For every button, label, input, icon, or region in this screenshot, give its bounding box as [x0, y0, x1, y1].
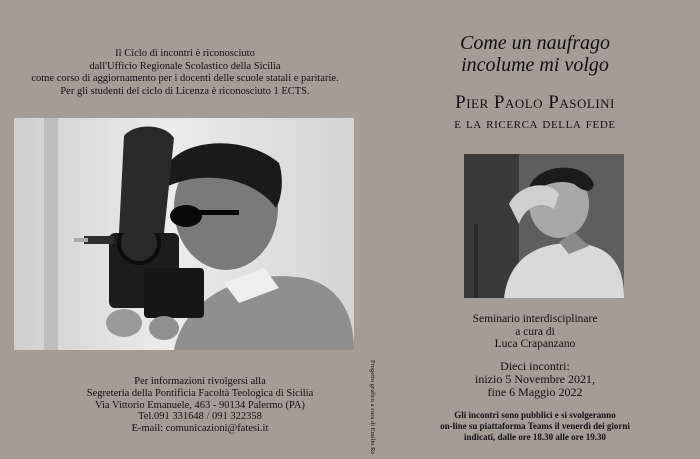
- graphic-credit: Progetto grafico a cura di Emilio Re: [369, 360, 376, 455]
- info-phone: Tel.091 331648 / 091 322358: [138, 411, 262, 423]
- notice-line: indicati, dalle ore 18.30 alle ore 19.30: [464, 432, 606, 442]
- notice-line: on-line su piattaforma Teams il venerdì dei giorni: [440, 421, 630, 431]
- dates-line: fine 6 Maggio 2022: [487, 385, 583, 399]
- seminar-line: Seminario interdisciplinare: [472, 313, 598, 325]
- info-email[interactable]: E-mail: comunicazioni@fatesi.it: [131, 423, 269, 435]
- recognition-line: come corso di aggiornamento per i docenti delle scuole statali e paritarie.: [31, 73, 339, 84]
- curator-name: Luca Crapanzano: [494, 338, 576, 350]
- recognition-notice: [30, 48, 340, 98]
- dates-line: Dieci incontri:: [500, 359, 570, 373]
- seminar-info: [370, 313, 700, 351]
- photo-pasolini-portrait: [464, 154, 624, 298]
- photo-pasolini-camera: [14, 118, 354, 350]
- public-notice: [370, 410, 700, 443]
- recognition-line: dall'Ufficio Regionale Scolastico della Sicilia: [89, 60, 281, 72]
- contact-info: [70, 376, 330, 435]
- author-name: Pier Paolo Pasolini: [455, 92, 615, 113]
- notice-line: Gli incontri sono pubblici e si svolgeranno: [454, 410, 616, 420]
- cover-theme: e la ricerca della fede: [454, 116, 616, 132]
- recognition-line: Per gli studenti del ciclo di Licenza è riconosciuto 1 ECTS.: [60, 85, 310, 97]
- subtitle-line: incolume mi volgo: [461, 54, 609, 76]
- dates-line: inizio 5 Novembre 2021,: [475, 372, 595, 386]
- front-cover: [370, 0, 700, 459]
- recognition-line: Il Ciclo di incontri è riconosciuto: [115, 48, 255, 59]
- info-address: Via Vittorio Emanuele, 463 - 90134 Palermo (PA): [95, 399, 305, 411]
- dates-info: [370, 360, 700, 399]
- info-line: Per informazioni rivolgersi alla: [134, 376, 266, 387]
- subtitle-line: Come un naufrago: [460, 32, 610, 54]
- cover-subtitle: [370, 32, 700, 76]
- seminar-line: a cura di: [515, 325, 555, 338]
- info-line: Segreteria della Pontificia Facoltà Teologica di Sicilia: [86, 387, 314, 399]
